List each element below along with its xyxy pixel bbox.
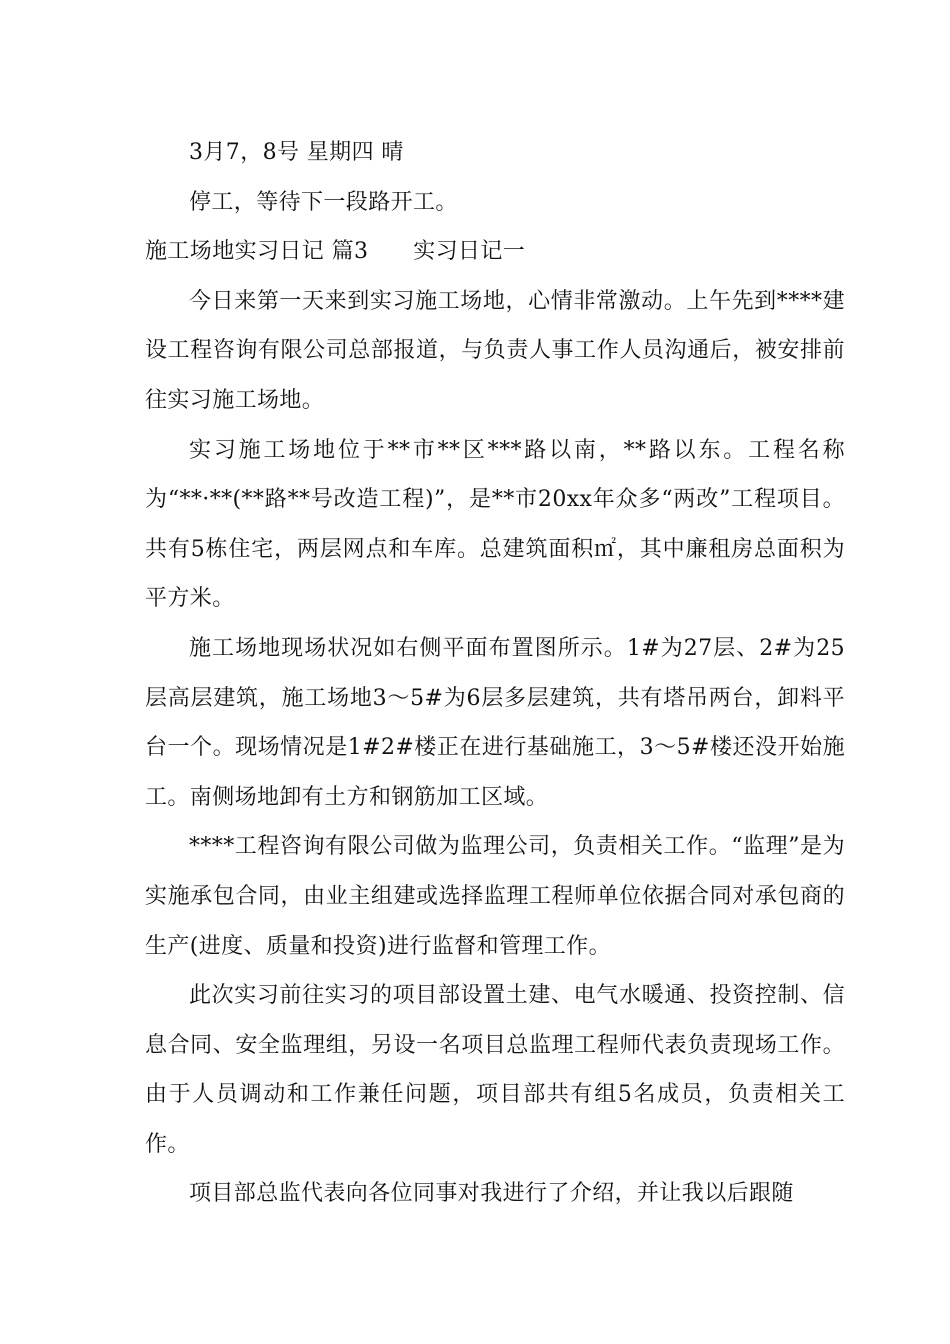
work-stoppage-line: 停工，等待下一段路开工。 (189, 189, 458, 215)
paragraph-site-status: 施工场地现场状况如右侧平面布置图所示。1#为27层、2#为25层高层建筑，施工场地3～5#为6层多层建筑，共有塔吊两台，卸料平台一个。现场情况是1#2#楼正在进行基础施工，3～5#楼还没开始施工。南侧场地卸有土方和钢筋加工区域。 (145, 635, 845, 810)
paragraph-introduction: 项目部总监代表向各位同事对我进行了介绍，并让我以后跟随 (189, 1181, 794, 1207)
document-body (145, 128, 845, 1219)
date-line: 3月7，8号 星期四 晴 (189, 140, 404, 165)
paragraph-supervision-company: ****工程咨询有限公司做为监理公司，负责相关工作。“监理”是为实施承包合同，由业主组建或选择监理工程师单位依据合同对承包商的生产(进度、质量和投资)进行监督和管理工作。 (145, 834, 845, 959)
paragraph-arrival: 今日来第一天来到实习施工场地，心情非常激动。上午先到****建设工程咨询有限公司总部报道，与负责人事工作人员沟通后，被安排前往实习施工场地。 (145, 288, 845, 413)
section-heading: 施工场地实习日记 篇3 实习日记一 (145, 239, 526, 265)
paragraph-project-department: 此次实习前往实习的项目部设置土建、电气水暖通、投资控制、信息合同、安全监理组，另设一名项目总监理工程师代表负责现场工作。由于人员调动和工作兼任问题，项目部共有组5名成员，负责相关工作。 (145, 983, 845, 1157)
paragraph-site-location: 实习施工场地位于**市**区***路以南，**路以东。工程名称为“**·**(**路**号改造工程)”，是**市20xx年众多“两改”工程项目。共有5栋住宅，两层网点和车库。总建筑面积㎡，其中廉租房总面积为平方米。 (145, 437, 845, 612)
